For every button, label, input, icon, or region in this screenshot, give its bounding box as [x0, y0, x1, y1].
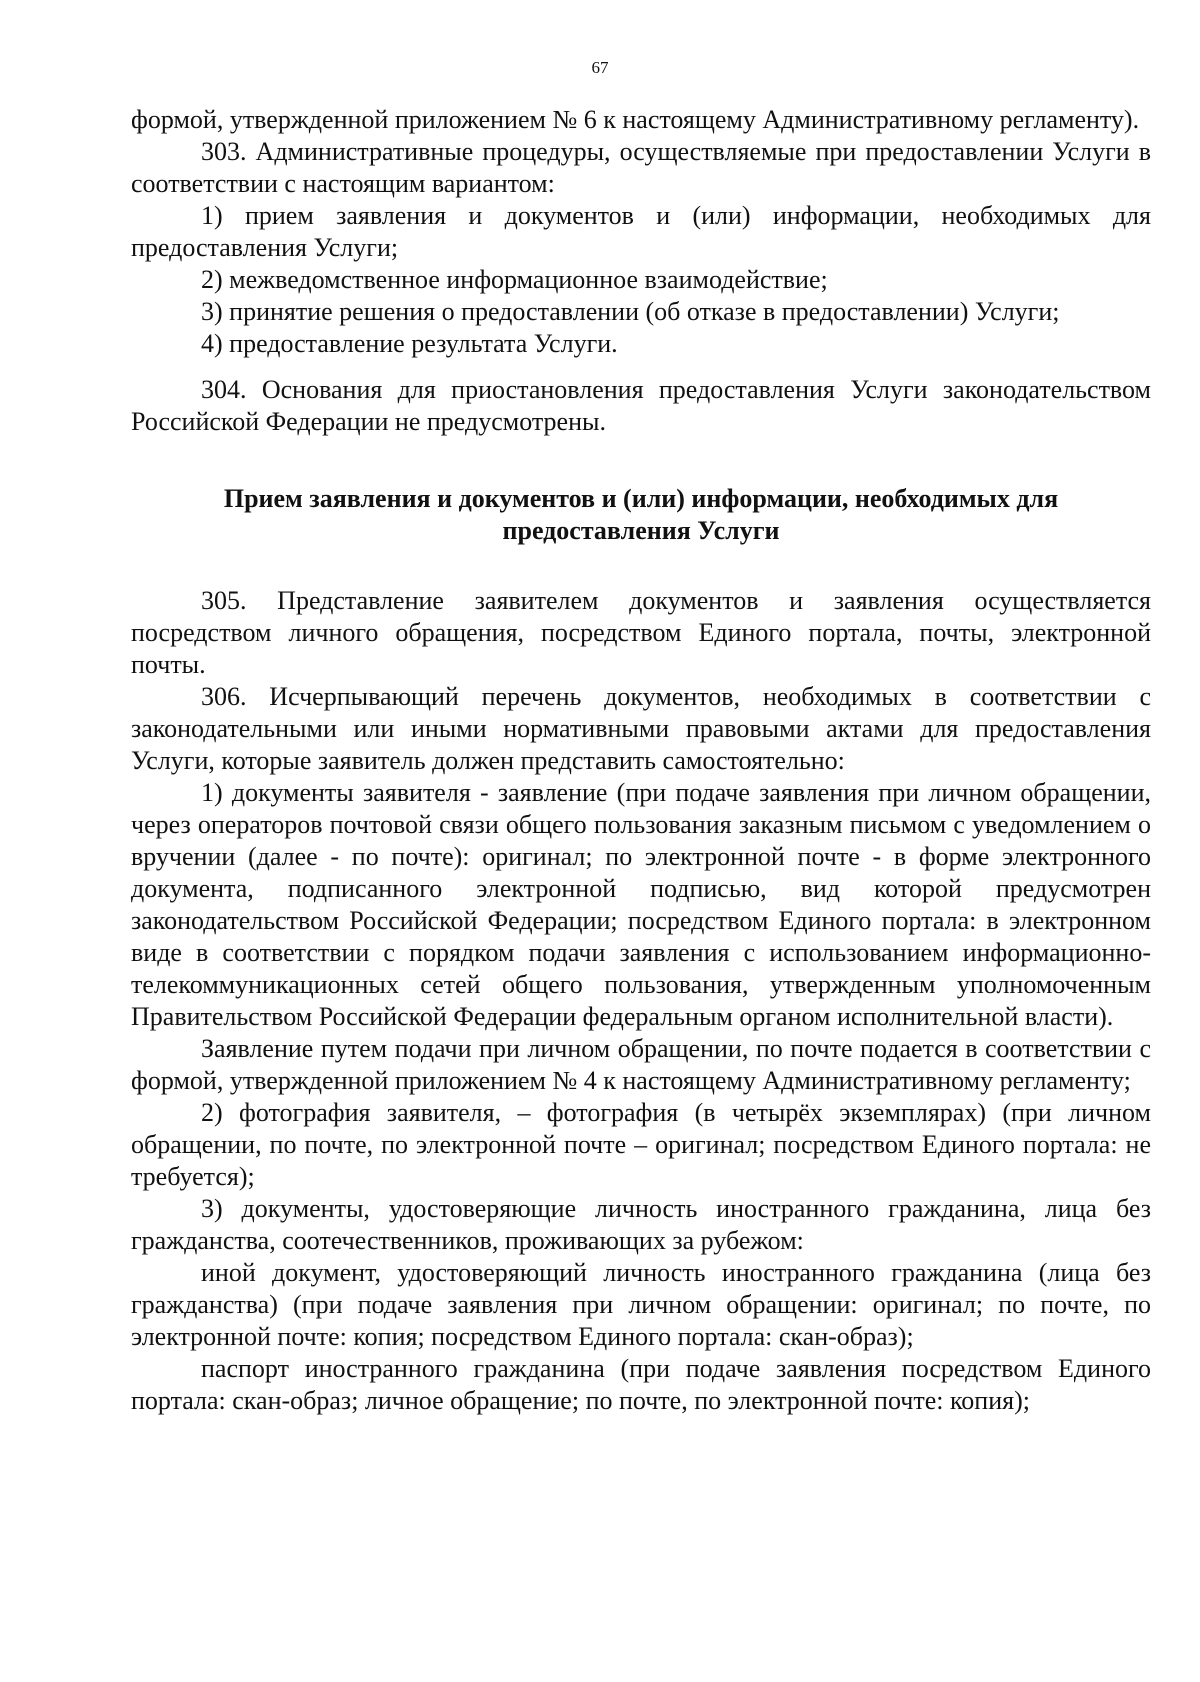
list-item-2: 2) межведомственное информационное взаимодействие;: [201, 265, 828, 294]
paragraph-303: 303. Административные процедуры, осуществляемые при предоставлении Услуги в соответствии с настоящим вариантом:: [131, 137, 1151, 198]
identity-document-item: иной документ, удостоверяющий личность иностранного гражданина (лица без гражданства) (при подаче заявления при личном обращении: оригинал; по почте, по электронной почте: копия; посредством Единого портала: скан-образ);: [131, 1258, 1151, 1351]
foreign-passport-item: паспорт иностранного гражданина (при подаче заявления посредством Единого портала: скан-образ; личное обращение; по почте, по электронной почте: копия);: [131, 1354, 1151, 1415]
paragraph-305: 305. Представление заявителем документов и заявления осуществляется посредством личного обращения, посредством Единого портала, почты, электронной почты.: [131, 586, 1151, 679]
paragraph-306: 306. Исчерпывающий перечень документов, необходимых в соответствии с законодательными или иными нормативными правовыми актами для предоставления Услуги, которые заявитель должен представить самостоятельно:: [131, 682, 1151, 775]
paragraph-continuation: формой, утвержденной приложением № 6 к настоящему Административному регламенту).: [131, 105, 1140, 134]
document-item-2: 2) фотография заявителя, – фотография (в четырёх экземплярах) (при личном обращении, по почте, по электронной почте – оригинал; посредством Единого портала: не требуется);: [131, 1098, 1151, 1191]
document-item-1: 1) документы заявителя - заявление (при подаче заявления при личном обращении, через операторов почтовой связи общего пользования заказным письмом с уведомлением о вручении (далее - по почте): оригинал; по электронной почте - в форме электронного документа, подписанного электронной подписью, вид которой предусмотрен законодательством Российской Федерации; посредством Единого портала: в электронном виде в соответствии с порядком подачи заявления с использованием информационно-телекоммуникационных сетей общего пользования, утвержденным уполномоченным Правительством Российской Федерации федеральным органом исполнительной власти).: [131, 778, 1151, 1031]
application-form-note: Заявление путем подачи при личном обращении, по почте подается в соответствии с формой, утвержденной приложением № 4 к настоящему Административному регламенту;: [131, 1034, 1151, 1095]
section-heading-line-1: Прием заявления и документов и (или) информации, необходимых для: [223, 484, 1059, 513]
list-item-4: 4) предоставление результата Услуги.: [201, 329, 618, 358]
page-number: 67: [591, 58, 609, 77]
paragraph-304: 304. Основания для приостановления предоставления Услуги законодательством Российской Федерации не предусмотрены.: [131, 375, 1151, 436]
document-item-3: 3) документы, удостоверяющие личность иностранного гражданина, лица без гражданства, соотечественников, проживающих за рубежом:: [131, 1194, 1151, 1255]
list-item-3: 3) принятие решения о предоставлении (об отказе в предоставлении) Услуги;: [201, 297, 1060, 326]
section-heading-line-2: предоставления Услуги: [502, 516, 780, 545]
list-item-1: 1) прием заявления и документов и (или) информации, необходимых для предоставления Услуги;: [131, 201, 1151, 262]
document-body: [131, 104, 1151, 1417]
section-heading: [131, 483, 1151, 547]
